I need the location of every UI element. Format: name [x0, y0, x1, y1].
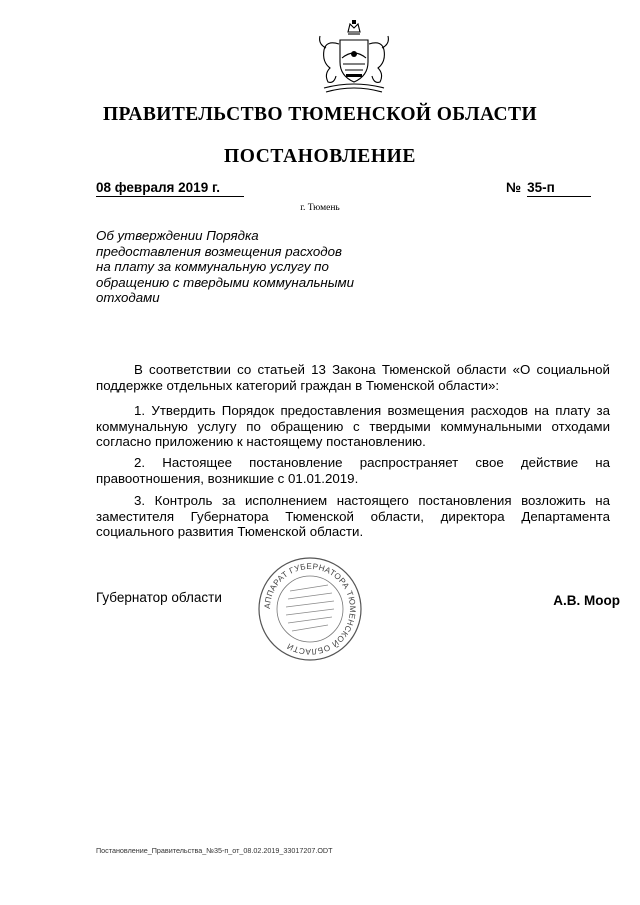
organization-title: ПРАВИТЕЛЬСТВО ТЮМЕНСКОЙ ОБЛАСТИ [102, 104, 538, 125]
signatory-name: А.В. Моор [553, 593, 620, 608]
number-prefix: № [506, 180, 522, 195]
city-label: г. Тюмень [300, 203, 340, 213]
stamp-text: АППАРАТ ГУБЕРНАТОРА ТЮМЕНСКОЙ ОБЛАСТИ [262, 561, 358, 657]
document-type-title: ПОСТАНОВЛЕНИЕ [223, 146, 417, 167]
official-stamp-icon [256, 555, 364, 663]
document-date: 08 февраля 2019 г. [96, 180, 244, 197]
document-subject: Об утверждении Порядка предоставления возмещения расходов на плату за коммунальную услугу по обращению с твердыми коммунальными отходами [96, 228, 355, 306]
number-value: 35-п [527, 180, 591, 197]
document-number [506, 180, 591, 197]
body-paragraph-1: 1. Утвердить Порядок предоставления возмещения расходов на плату за коммунальную услугу по обращению с твердыми коммунальными отходами согласно приложению к настоящему постановлению. [96, 403, 610, 450]
coat-of-arms-icon [312, 18, 396, 98]
footer-filename: Постановление_Правительства_№35-п_от_08.02.2019_33017207.ODT [96, 846, 333, 855]
signatory-position: Губернатор области [96, 590, 222, 605]
body-paragraph-3: 3. Контроль за исполнением настоящего постановления возложить на заместителя Губернатора Тюменской области, директора Департамента социального развития Тюменской области. [96, 493, 610, 540]
body-paragraph-preamble: В соответствии со статьей 13 Закона Тюменской области «О социальной поддержке отдельных категорий граждан в Тюменской области»: [96, 362, 610, 393]
body-paragraph-2: 2. Настоящее постановление распространяет свое действие на правоотношения, возникшие с 01.01.2019. [96, 455, 610, 486]
